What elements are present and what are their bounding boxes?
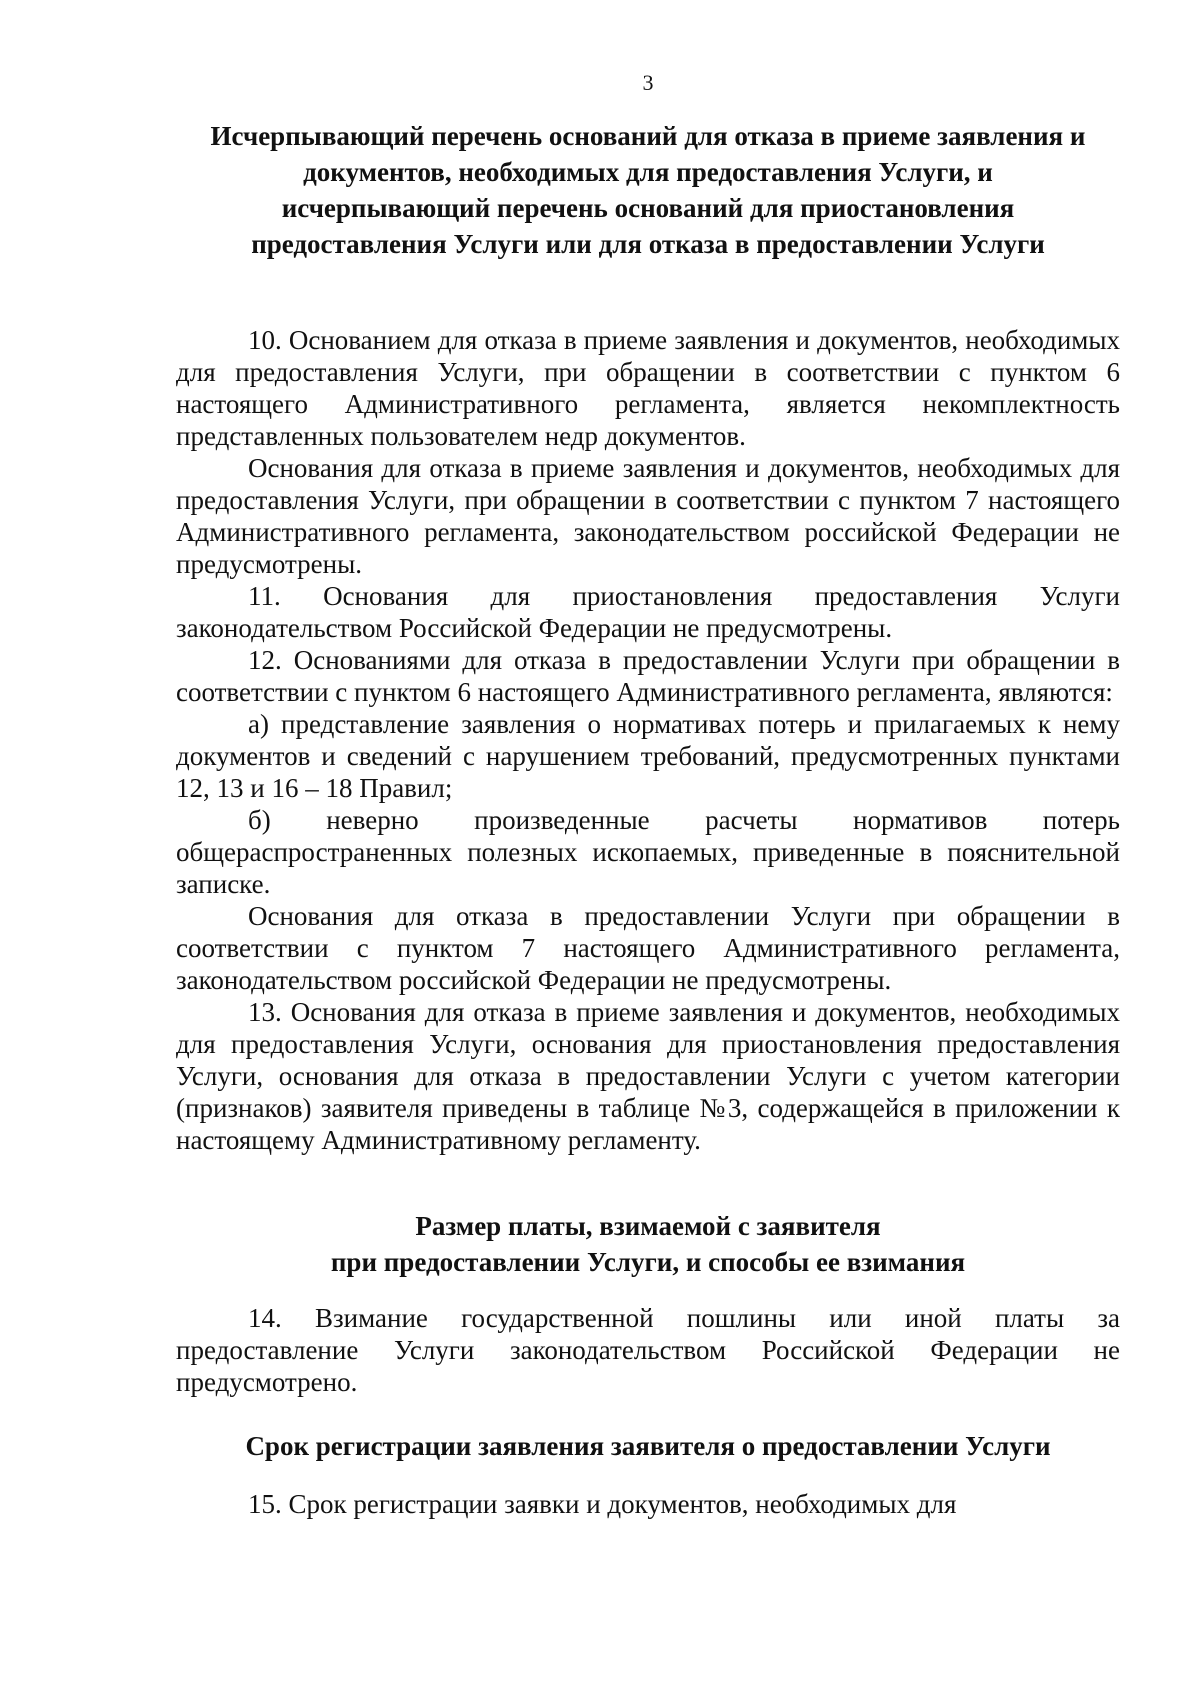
paragraph-10-continued: Основания для отказа в приеме заявления и документов, необходимых для предоставления Услуги, при обращении в соответствии с пунктом 7 настоящего Административного регламента, законодательством российской Федерации не предусмотрены. xyxy=(176,453,1120,579)
paragraph-11: 11. Основания для приостановления предоставления Услуги законодательством Российской Федерации не предусмотрены. xyxy=(176,581,1120,643)
page-number: 3 xyxy=(642,70,654,95)
section-heading-fee xyxy=(176,1208,1120,1280)
paragraph-12-item-b: б) неверно произведенные расчеты нормативов потерь общераспространенных полезных ископаемых, приведенные в пояснительной записке. xyxy=(176,805,1120,899)
spacer xyxy=(176,1398,1120,1428)
document-body xyxy=(176,118,1120,1520)
heading-line: исчерпывающий перечень оснований для приостановления xyxy=(281,193,1015,223)
section-heading-registration-term xyxy=(176,1428,1120,1464)
spacer xyxy=(176,262,1120,324)
heading-line: предоставления Услуги или для отказа в предоставлении Услуги xyxy=(251,229,1045,259)
heading-line: Срок регистрации заявления заявителя о предоставлении Услуги xyxy=(245,1431,1051,1461)
spacer xyxy=(176,1280,1120,1302)
paragraph-13: 13. Основания для отказа в приеме заявления и документов, необходимых для предоставления Услуги, основания для приостановления предоставления Услуги, основания для отказа в предоставлении Услуги с учетом категории (признаков) заявителя приведены в таблице №3, содержащейся в приложении к настоящему Административному регламенту. xyxy=(176,997,1120,1155)
heading-line: Размер платы, взимаемой с заявителя xyxy=(415,1211,881,1241)
paragraph-12-item-a: а) представление заявления о нормативах потерь и прилагаемых к нему документов и сведений с нарушением требований, предусмотренных пунктами 12, 13 и 16 – 18 Правил; xyxy=(176,709,1120,803)
spacer xyxy=(176,1156,1120,1208)
paragraph-15: 15. Срок регистрации заявки и документов, необходимых для xyxy=(248,1489,957,1519)
paragraph-10: 10. Основанием для отказа в приеме заявления и документов, необходимых для предоставления Услуги, при обращении в соответствии с пунктом 6 настоящего Административного регламента, является некомплектность представленных пользователем недр документов. xyxy=(176,325,1120,451)
paragraph-12-continued: Основания для отказа в предоставлении Услуги при обращении в соответствии с пунктом 7 настоящего Административного регламента, законодательством российской Федерации не предусмотрены. xyxy=(176,901,1120,995)
heading-line: при предоставлении Услуги, и способы ее взимания xyxy=(330,1247,966,1277)
heading-line: документов, необходимых для предоставления Услуги, и xyxy=(303,157,993,187)
section-heading-refusal-grounds xyxy=(176,118,1120,262)
paragraph-12: 12. Основаниями для отказа в предоставлении Услуги при обращении в соответствии с пунктом 6 настоящего Административного регламента, являются: xyxy=(176,645,1120,707)
spacer xyxy=(176,1464,1120,1488)
heading-line: Исчерпывающий перечень оснований для отказа в приеме заявления и xyxy=(210,121,1086,151)
paragraph-14: 14. Взимание государственной пошлины или иной платы за предоставление Услуги законодательством Российской Федерации не предусмотрено. xyxy=(176,1303,1120,1397)
